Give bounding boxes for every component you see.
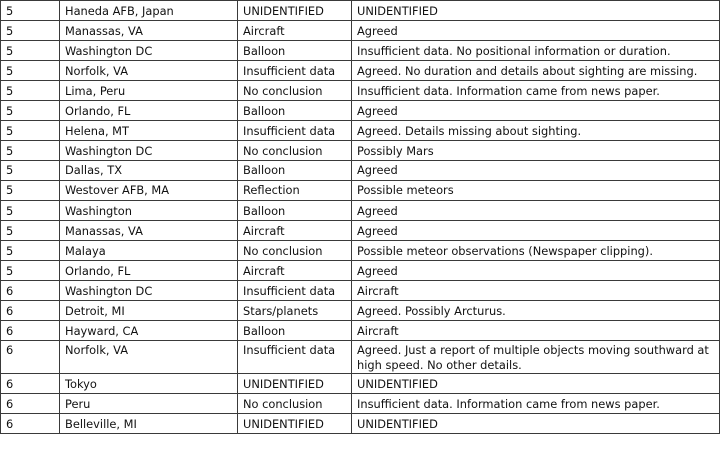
evaluation-cell: Aircraft: [238, 21, 352, 41]
location-cell: Belleville, MI: [60, 414, 238, 434]
comment-cell: Aircraft: [352, 281, 720, 301]
month-cell: 5: [1, 81, 60, 101]
location-cell: Tokyo: [60, 374, 238, 394]
month-cell: 6: [1, 281, 60, 301]
evaluation-cell: Reflection: [238, 181, 352, 201]
evaluation-cell: UNIDENTIFIED: [238, 414, 352, 434]
comment-cell: Insufficient data. Information came from news paper.: [352, 394, 720, 414]
comment-cell: Agreed. Details missing about sighting.: [352, 121, 720, 141]
evaluation-cell: Insufficient data: [238, 341, 352, 374]
month-cell: 6: [1, 321, 60, 341]
comment-cell: UNIDENTIFIED: [352, 374, 720, 394]
comment-cell: Agreed. No duration and details about sighting are missing.: [352, 61, 720, 81]
month-cell: 5: [1, 61, 60, 81]
table-row: [1, 261, 720, 281]
evaluation-cell: Balloon: [238, 201, 352, 221]
table-row: [1, 321, 720, 341]
month-cell: 5: [1, 141, 60, 161]
month-cell: 5: [1, 261, 60, 281]
month-cell: 5: [1, 201, 60, 221]
evaluation-cell: Stars/planets: [238, 301, 352, 321]
evaluation-cell: No conclusion: [238, 141, 352, 161]
location-cell: Helena, MT: [60, 121, 238, 141]
location-cell: Westover AFB, MA: [60, 181, 238, 201]
table-row: [1, 61, 720, 81]
comment-cell: Agreed: [352, 201, 720, 221]
comment-cell: Insufficient data. No positional information or duration.: [352, 41, 720, 61]
comment-cell: Agreed: [352, 261, 720, 281]
table-row: [1, 21, 720, 41]
comment-cell: Aircraft: [352, 321, 720, 341]
comment-cell: Possible meteors: [352, 181, 720, 201]
comment-cell: Possibly Mars: [352, 141, 720, 161]
location-cell: Norfolk, VA: [60, 341, 238, 374]
table-row: [1, 181, 720, 201]
location-cell: Hayward, CA: [60, 321, 238, 341]
location-cell: Washington DC: [60, 141, 238, 161]
location-cell: Detroit, MI: [60, 301, 238, 321]
evaluation-cell: No conclusion: [238, 81, 352, 101]
location-cell: Orlando, FL: [60, 101, 238, 121]
evaluation-cell: Insufficient data: [238, 61, 352, 81]
month-cell: 5: [1, 181, 60, 201]
table-row: [1, 414, 720, 434]
evaluation-cell: UNIDENTIFIED: [238, 1, 352, 21]
table-row: [1, 121, 720, 141]
location-cell: Peru: [60, 394, 238, 414]
table-row: [1, 1, 720, 21]
month-cell: 6: [1, 414, 60, 434]
comment-cell: Possible meteor observations (Newspaper clipping).: [352, 241, 720, 261]
table-row: [1, 374, 720, 394]
evaluation-cell: Insufficient data: [238, 121, 352, 141]
table-row: [1, 81, 720, 101]
month-cell: 6: [1, 394, 60, 414]
month-cell: 6: [1, 374, 60, 394]
comment-cell: Agreed: [352, 21, 720, 41]
location-cell: Dallas, TX: [60, 161, 238, 181]
location-cell: Norfolk, VA: [60, 61, 238, 81]
evaluation-cell: Aircraft: [238, 221, 352, 241]
evaluation-cell: UNIDENTIFIED: [238, 374, 352, 394]
comment-cell: Agreed: [352, 101, 720, 121]
comment-cell: UNIDENTIFIED: [352, 1, 720, 21]
evaluation-cell: No conclusion: [238, 241, 352, 261]
location-cell: Manassas, VA: [60, 221, 238, 241]
month-cell: 6: [1, 341, 60, 374]
month-cell: 5: [1, 161, 60, 181]
month-cell: 5: [1, 101, 60, 121]
table-row: [1, 341, 720, 374]
month-cell: 6: [1, 301, 60, 321]
evaluation-cell: Balloon: [238, 41, 352, 61]
table-row: [1, 221, 720, 241]
table-row: [1, 201, 720, 221]
location-cell: Manassas, VA: [60, 21, 238, 41]
month-cell: 5: [1, 241, 60, 261]
table-row: [1, 141, 720, 161]
comment-cell: UNIDENTIFIED: [352, 414, 720, 434]
table-row: [1, 241, 720, 261]
month-cell: 5: [1, 121, 60, 141]
evaluation-cell: Balloon: [238, 101, 352, 121]
table-row: [1, 301, 720, 321]
evaluation-cell: Balloon: [238, 161, 352, 181]
evaluation-cell: No conclusion: [238, 394, 352, 414]
table-row: [1, 161, 720, 181]
evaluation-cell: Aircraft: [238, 261, 352, 281]
evaluation-cell: Insufficient data: [238, 281, 352, 301]
location-cell: Orlando, FL: [60, 261, 238, 281]
evaluation-cell: Balloon: [238, 321, 352, 341]
location-cell: Malaya: [60, 241, 238, 261]
comment-cell: Agreed. Possibly Arcturus.: [352, 301, 720, 321]
table-row: [1, 101, 720, 121]
location-cell: Washington DC: [60, 41, 238, 61]
month-cell: 5: [1, 21, 60, 41]
comment-cell: Agreed: [352, 161, 720, 181]
month-cell: 5: [1, 221, 60, 241]
comment-cell: Agreed. Just a report of multiple objects moving southward at high speed. No other details.: [352, 341, 720, 374]
comment-cell: Agreed: [352, 221, 720, 241]
location-cell: Washington: [60, 201, 238, 221]
location-cell: Haneda AFB, Japan: [60, 1, 238, 21]
location-cell: Washington DC: [60, 281, 238, 301]
month-cell: 5: [1, 41, 60, 61]
comment-cell: Insufficient data. Information came from news paper.: [352, 81, 720, 101]
month-cell: 5: [1, 1, 60, 21]
table-row: [1, 394, 720, 414]
table-row: [1, 281, 720, 301]
table-row: [1, 41, 720, 61]
location-cell: Lima, Peru: [60, 81, 238, 101]
